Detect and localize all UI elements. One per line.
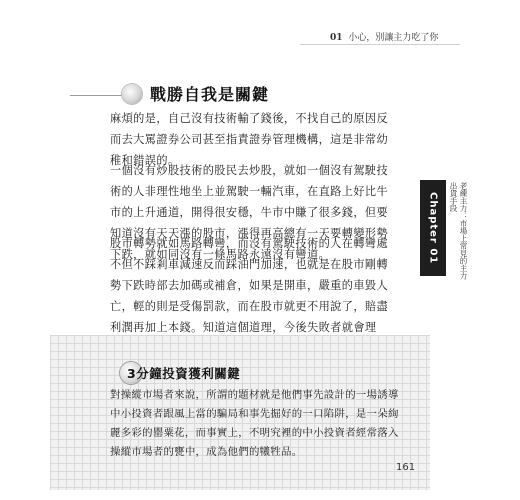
header-divider (300, 44, 460, 45)
tip-title (127, 364, 240, 382)
paragraph-1: 麻煩的是，自己沒有技術輸了錢後，不找自己的原因反而去大罵證券公司甚至指責證券管理機構，這是非常幼稚和錯誤的。 (110, 112, 389, 167)
section-bullet-icon (122, 84, 142, 104)
tip-title-number: 3分 (127, 366, 150, 381)
running-header (330, 30, 438, 43)
chapter-title: 小心，別讓主力吃了你 (348, 33, 439, 43)
chapter-tab: Chapter 01 (420, 180, 446, 276)
page-number: 161 (396, 462, 416, 473)
paragraph-2: 一個沒有炒股技術的股民去炒股，就如一個沒有駕駛技術的人非理性地坐上並駕駛一輛汽車，在直路上好比牛市的上升通道，開得很安穩，牛市中賺了很多錢，但要知道沒有天天漲的股市，漲得再高總有一天要轉變形勢下跌，就如同沒有一條馬路永遠沒有彎道。 (110, 164, 389, 261)
tip-title-text: 鐘投資獲利關鍵 (149, 366, 241, 381)
chapter-side-note: 老練主力：市場上常見的主力出貨手段 (449, 182, 468, 280)
paragraph-3: 股市轉勢就如馬路轉彎，而沒有駕駛技術的人在轉彎處不但不踩剎車減速反而踩油門加速，也就是在股市剛轉勢下跌時部去加碼或補倉，如果是開車，嚴重的車毀人亡，輕的則是受傷罰款，而在股市就更不用說了，賠盡利潤再加上本錢。知道這個道理，今後失敗者就會理 (110, 237, 389, 334)
section-rule (70, 95, 126, 96)
chapter-number: 01 (330, 33, 343, 43)
tip-text: 對操縱市場者來說，所謂的題材就是他們事先設計的一場誘導中小投資者跟風上當的騙局和事先掘好的一口陷阱，是一朵絢麗多彩的罌粟花，而事實上，不明究裡的中小投資者經常落入操縱市場者的甕中，成為他們的犧牲品。 (110, 389, 399, 458)
section-title: 戰勝自我是關鍵 (150, 85, 270, 104)
